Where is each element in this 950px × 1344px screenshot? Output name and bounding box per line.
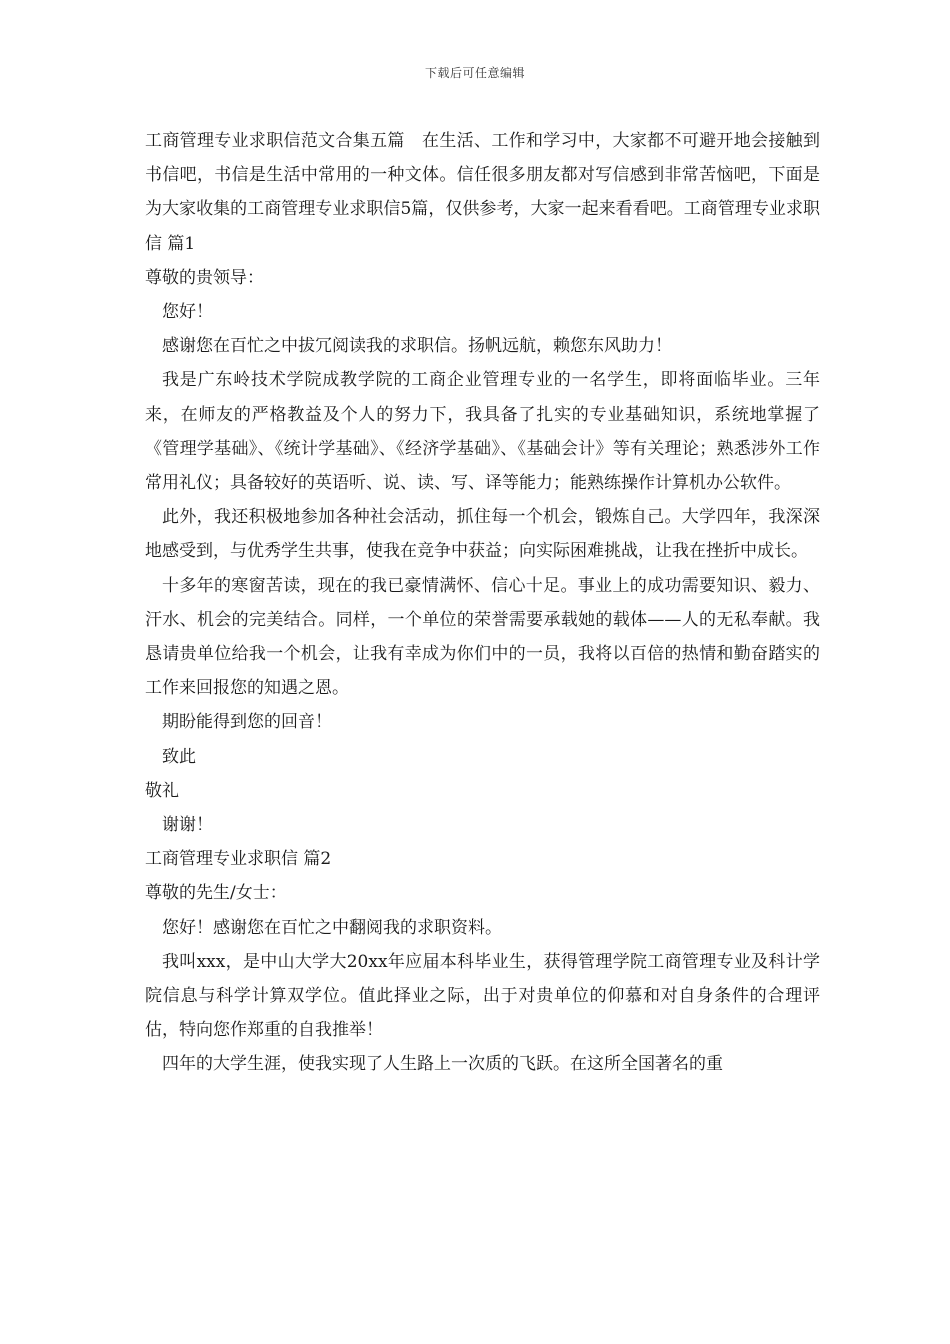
body-paragraph: 四年的大学生涯，使我实现了人生路上一次质的飞跃。在这所全国著名的重 <box>162 1054 723 1075</box>
section-heading: 工商管理专业求职信 篇2 <box>145 849 332 870</box>
page-header: 下载后可任意编辑 <box>424 66 525 80</box>
closing-line: 敬礼 <box>145 780 179 801</box>
body-paragraph: 我叫xxx，是中山大学大20xx年应届本科毕业生，获得管理学院工商管理专业及科计学院信息与科学计算双学位。值此择业之际，出于对贵单位的仰慕和对自身条件的合理评估，特向您作郑重的自我推举！ <box>145 951 820 1041</box>
greeting: 您好！感谢您在百忙之中翻阅我的求职资料。 <box>162 917 502 938</box>
closing-line: 谢谢！ <box>162 815 213 836</box>
greeting: 您好！ <box>162 302 213 323</box>
body-paragraph: 此外，我还积极地参加各种社会活动，抓住每一个机会，锻炼自己。大学四年，我深深地感受到，与优秀学生共事，使我在竞争中获益；向实际困难挑战，让我在挫折中成长。 <box>145 507 820 562</box>
closing-line: 期盼能得到您的回音！ <box>162 712 332 733</box>
salutation: 尊敬的贵领导： <box>145 267 264 288</box>
salutation: 尊敬的先生/女士： <box>145 883 287 904</box>
body-paragraph: 十多年的寒窗苦读，现在的我已豪情满怀、信心十足。事业上的成功需要知识、毅力、汗水、机会的完美结合。同样，一个单位的荣誉需要承载她的载体——人的无私奉献。我恳请贵单位给我一个机会，让我有幸成为你们中的一员，我将以百倍的热情和勤奋踏实的工作来回报您的知遇之恩。 <box>145 575 820 699</box>
closing-line: 致此 <box>162 746 196 767</box>
intro-paragraph: 工商管理专业求职信范文合集五篇 在生活、工作和学习中，大家都不可避开地会接触到书信吧，书信是生活中常用的一种文体。信任很多朋友都对写信感到非常苦恼吧，下面是为大家收集的工商管理专业求职信5篇，仅供参考，大家一起来看看吧。工商管理专业求职信 篇1 <box>145 131 820 254</box>
thanks-paragraph: 感谢您在百忙之中拔冗阅读我的求职信。扬帆远航，赖您东风助力！ <box>162 336 672 357</box>
body-paragraph: 我是广东岭技术学院成教学院的工商企业管理专业的一名学生，即将面临毕业。三年来，在师友的严格教益及个人的努力下，我具备了扎实的专业基础知识，系统地掌握了《管理学基础》、《统计学基础》、《经济学基础》、《基础会计》等有关理论；熟悉涉外工作常用礼仪；具备较好的英语听、说、读、写、译等能力；能熟练操作计算机办公软件。 <box>145 370 820 494</box>
document-body <box>145 124 820 1082</box>
